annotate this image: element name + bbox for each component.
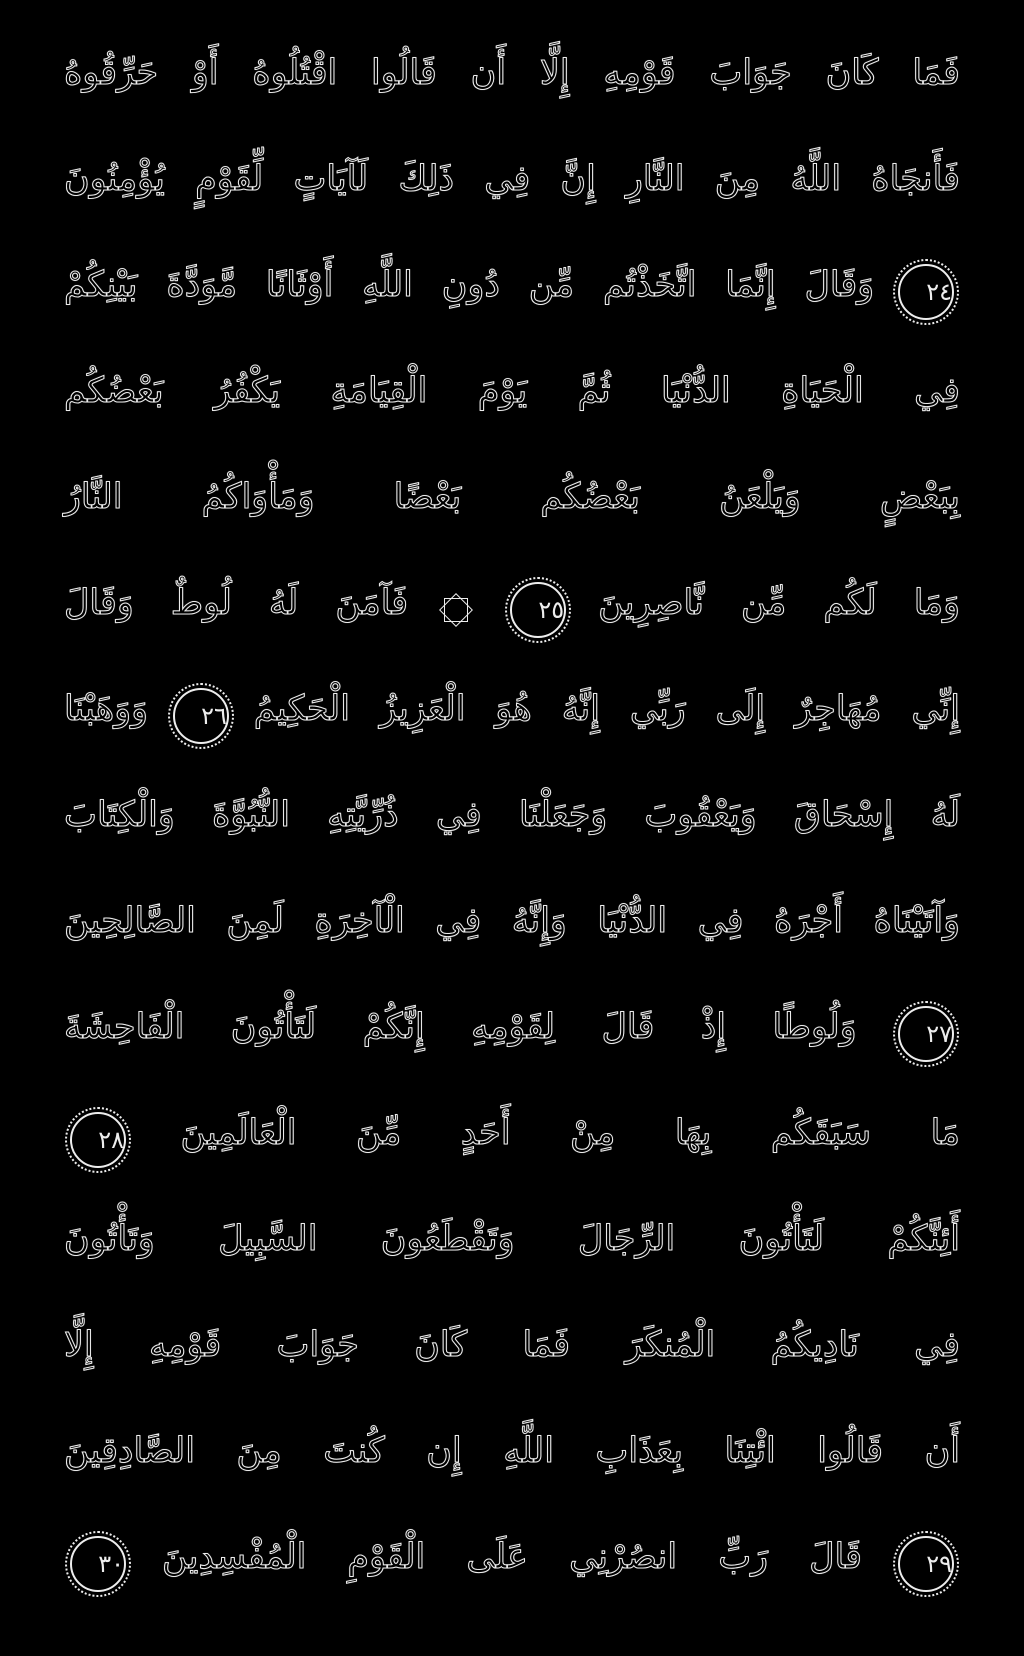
quran-line [64, 762, 960, 868]
verse-end-marker [173, 688, 229, 744]
quran-line [64, 550, 960, 656]
ayah-text: إِنِّي مُهَاجِرٌ إِلَى رَبِّي إِنَّهُ هُوَ الْعَزِيزُ الْحَكِيمُ [253, 689, 960, 729]
verse-number: ٢٦ [201, 701, 227, 730]
ayah-text: بِبَعْضٍ وَيَلْعَنُ بَعْضُكُم بَعْضًا وَمَأْوَاكُمُ النَّارُ [64, 477, 960, 517]
quran-line [64, 232, 960, 338]
ayah-text: فَأَنجَاهُ اللَّهُ مِنَ النَّارِ إِنَّ فِي ذَلِكَ لَآيَاتٍ لِّقَوْمٍ يُؤْمِنُونَ [64, 159, 960, 199]
quran-line [64, 444, 960, 550]
ayah-text: وَآتَيْنَاهُ أَجْرَهُ فِي الدُّنْيَا وَإِنَّهُ فِي الْآخِرَةِ لَمِنَ الصَّالِحِينَ [64, 901, 960, 941]
quran-line [64, 126, 960, 232]
ayah-text: وَوَهَبْنَا [64, 689, 149, 729]
quran-line [64, 974, 960, 1080]
ayah-text: لَهُ إِسْحَاقَ وَيَعْقُوبَ وَجَعَلْنَا فِي ذُرِّيَّتِهِ النُّبُوَّةَ وَالْكِتَابَ [64, 795, 960, 835]
verse-number: ٢٧ [926, 1019, 952, 1048]
verse-end-marker [898, 1536, 954, 1592]
verse-number: ٣٠ [98, 1549, 124, 1578]
ayah-text: أَئِنَّكُمْ لَتَأْتُونَ الرِّجَالَ وَتَقْطَعُونَ السَّبِيلَ وَتَأْتُونَ [64, 1219, 960, 1259]
quran-line [64, 656, 960, 762]
verse-number: ٢٨ [98, 1125, 124, 1154]
verse-end-marker [898, 1006, 954, 1062]
ayah-text: فَآمَنَ لَهُ لُوطٌ وَقَالَ [64, 583, 409, 623]
mushaf-text-block [64, 20, 960, 1610]
verse-number: ٢٥ [538, 595, 565, 624]
ayah-text: فَمَا كَانَ جَوَابَ قَوْمِهِ إِلَّا أَن قَالُوا اقْتُلُوهُ أَوْ حَرِّقُوهُ [64, 53, 960, 93]
ayah-text: فِي الْحَيَاةِ الدُّنْيَا ثُمَّ يَوْمَ الْقِيَامَةِ يَكْفُرُ بَعْضُكُم [64, 371, 960, 411]
verse-number: ٢٩ [926, 1549, 952, 1578]
quran-line [64, 1398, 960, 1504]
quran-line [64, 868, 960, 974]
verse-end-marker [70, 1536, 126, 1592]
quran-line [64, 338, 960, 444]
ayah-text: وَمَا لَكُم مِّن نَّاصِرِينَ [598, 583, 961, 623]
ayah-text: وَلُوطًا إِذْ قَالَ لِقَوْمِهِ إِنَّكُمْ لَتَأْتُونَ الْفَاحِشَةَ [64, 1007, 857, 1047]
quran-line [64, 1080, 960, 1186]
verse-number: ٢٤ [926, 277, 952, 306]
ayah-text: مَا سَبَقَكُم بِهَا مِنْ أَحَدٍ مِّنَ الْعَالَمِينَ [180, 1113, 960, 1153]
ayah-text: وَقَالَ إِنَّمَا اتَّخَذْتُم مِّن دُونِ اللَّهِ أَوْثَانًا مَّوَدَّةَ بَيْنِكُمْ [64, 265, 875, 305]
quran-line [64, 1186, 960, 1292]
verse-end-marker [898, 264, 954, 320]
quran-line [64, 1292, 960, 1398]
verse-end-marker [510, 582, 566, 638]
quran-line [64, 1504, 960, 1610]
ayah-text: فِي نَادِيكُمُ الْمُنكَرَ فَمَا كَانَ جَوَابَ قَوْمِهِ إِلَّا [64, 1325, 960, 1365]
verse-end-marker [70, 1112, 126, 1168]
rub-el-hizb-icon [440, 594, 472, 626]
ayah-text: قَالَ رَبِّ انصُرْنِي عَلَى الْقَوْمِ الْمُفْسِدِينَ [162, 1537, 862, 1577]
quran-line [64, 20, 960, 126]
ayah-text: أَن قَالُوا ائْتِنَا بِعَذَابِ اللَّهِ إِن كُنتَ مِنَ الصَّادِقِينَ [64, 1431, 960, 1471]
